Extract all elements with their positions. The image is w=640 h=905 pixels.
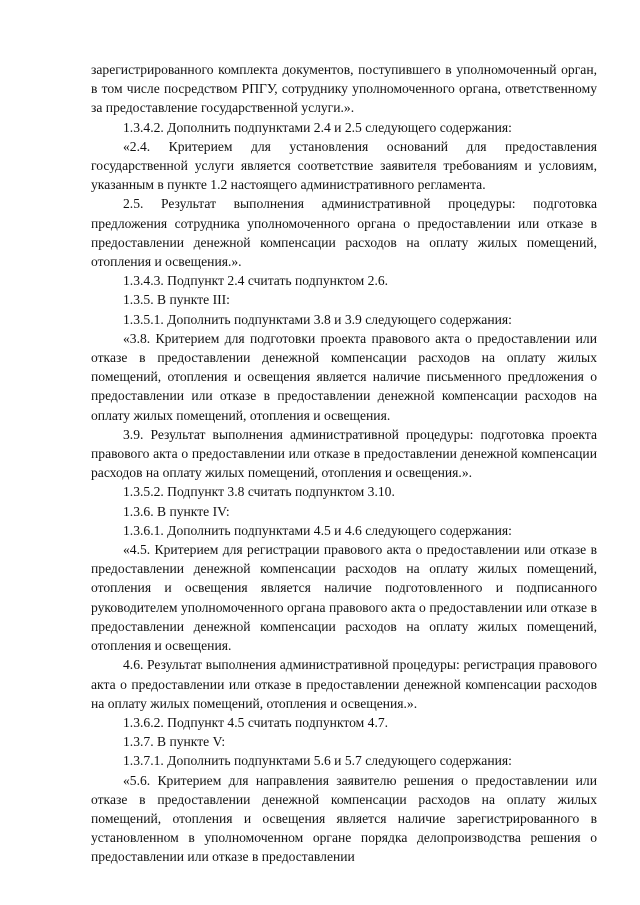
paragraph-continuation: зарегистрированного комплекта документов, поступившего в уполномоченный орган, в том числе посредством РПГУ, сотруднику уполномоченного органа, ответственному за предоставление государственной услуги.». <box>91 62 597 116</box>
paragraph-1-3-4-2: 1.3.4.2. Дополнить подпунктами 2.4 и 2.5 следующего содержания: <box>123 119 512 135</box>
paragraph-1-3-5: 1.3.5. В пункте III: <box>123 292 230 308</box>
paragraph-1-3-7-1: 1.3.7.1. Дополнить подпунктами 5.6 и 5.7 следующего содержания: <box>123 753 512 769</box>
paragraph-4-6: 4.6. Результат выполнения административной процедуры: регистрация правового акта о предоставлении или отказе в предоставлении денежной компенсации расходов на оплату жилых помещений, отопления и освещения.». <box>91 657 597 711</box>
paragraph-2-4: «2.4. Критерием для установления оснований для предоставления государственной услуги является соответствие заявителя требованиям и условиям, указанным в пункте 1.2 настоящего административного регламента. <box>91 138 597 193</box>
paragraph-1-3-6: 1.3.6. В пункте IV: <box>123 503 230 519</box>
paragraph-1-3-5-2: 1.3.5.2. Подпункт 3.8 считать подпунктом 3.10. <box>123 484 395 500</box>
paragraph-5-6: «5.6. Критерием для направления заявителю решения о предоставлении или отказе в предоставлении денежной компенсации расходов на оплату жилых помещений, отопления и освещения является наличие зарегистрированного в установленном в уполномоченном органе порядка делопроизводства решения о предоставлении или отказе в предоставлении <box>91 772 597 865</box>
paragraph-1-3-5-1: 1.3.5.1. Дополнить подпунктами 3.8 и 3.9 следующего содержания: <box>123 311 512 327</box>
paragraph-2-5: 2.5. Результат выполнения административной процедуры: подготовка предложения сотрудника уполномоченного органа о предоставлении или отказе в предоставлении денежной компенсации расходов на оплату жилых помещений, отопления и освещения.». <box>91 196 597 270</box>
paragraph-1-3-7: 1.3.7. В пункте V: <box>123 734 226 750</box>
paragraph-4-5: «4.5. Критерием для регистрации правового акта о предоставлении или отказе в предоставлении денежной компенсации расходов на оплату жилых помещений, отопления и освещения является наличие подготовленного и подписанного руководителем уполномоченного органа правового акта о предоставлении или отказе в предоставлении денежной компенсации расходов на оплату жилых помещений, отопления и освещения. <box>91 542 597 654</box>
paragraph-1-3-6-1: 1.3.6.1. Дополнить подпунктами 4.5 и 4.6 следующего содержания: <box>123 522 512 538</box>
paragraph-3-9: 3.9. Результат выполнения административной процедуры: подготовка проекта правового акта о предоставлении или отказе в предоставлении денежной компенсации расходов на оплату жилых помещений, отопления и освещения.». <box>91 426 597 481</box>
paragraph-1-3-4-3: 1.3.4.3. Подпункт 2.4 считать подпунктом 2.6. <box>123 273 389 289</box>
document-body <box>91 60 597 867</box>
paragraph-1-3-6-2: 1.3.6.2. Подпункт 4.5 считать подпунктом 4.7. <box>123 714 389 730</box>
paragraph-3-8: «3.8. Критерием для подготовки проекта правового акта о предоставлении или отказе в предоставлении денежной компенсации расходов на оплату жилых помещений, отопления и освещения является наличие письменного предложения о предоставлении или отказе в предоставлении денежной компенсации расходов на оплату жилых помещений, отопления и освещения. <box>91 330 597 423</box>
